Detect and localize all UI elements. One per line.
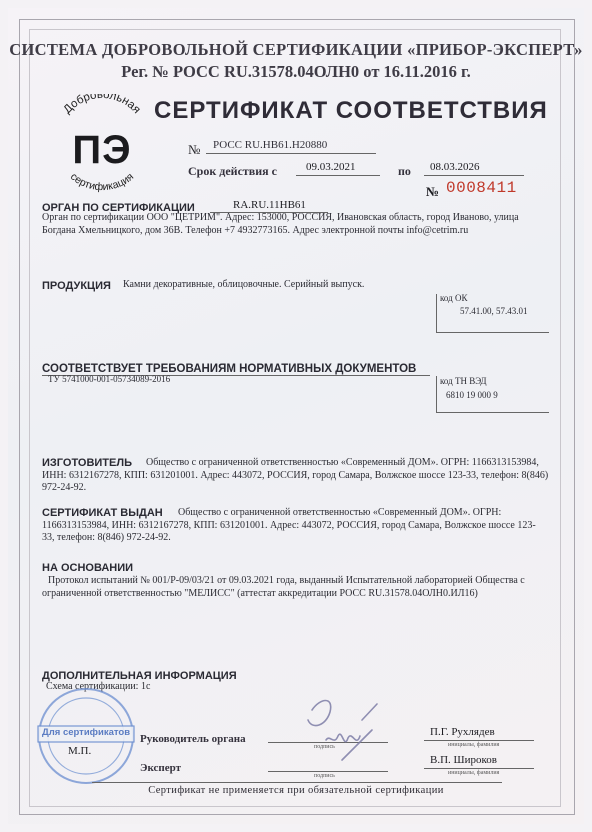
okp-value: 57.41.00, 57.43.01 [460,306,528,316]
product-text: Камни декоративные, облицовочные. Серийный выпуск. [123,279,365,290]
logo-top-word: Добровольная [61,94,143,117]
svg-text:Добровольная [61,94,142,116]
expert-sign-caption: подпись [314,773,335,779]
expert-label: Эксперт [140,762,182,774]
head-label: Руководитель органа [140,733,246,745]
footer-note: Сертификат не применяется при обязательной сертификации [148,785,444,796]
stamp-band-text: Для сертификатов [41,727,131,738]
cert-number-label: № [188,142,201,157]
expert-name-caption: инициалы, фамилия [448,770,500,776]
organ-code: RA.RU.11НВ61 [233,199,306,211]
conformity-standard: ТУ 5741000-001-05734089-2016 [48,374,171,384]
cert-number-underline [206,153,376,154]
blank-number: 0008411 [446,179,517,197]
system-registration: Рег. № РОСС RU.31578.04ОЛН0 от 16.11.2016 г. [121,62,471,81]
head-name-line [424,740,534,741]
basis-text: Протокол испытаний № 001/Р-09/03/21 от 09.03.2021 года, выданный Испытательной лабораторией Общества с ограниченной ответственностью "МЕЛИСС" (аттестат аккредитации РОСС RU.31578.04ОЛН0.ИЛ16) [42,575,525,599]
validity-to-label: по [398,164,411,178]
valid-to-underline [424,175,524,176]
valid-from: 09.03.2021 [306,161,356,173]
manufacturer-text: Общество с ограниченной ответственностью «Современный ДОМ». ОГРН: 1166313153984, ИНН: 6312167278, КПП: 631201001. Адрес: 443072, РОССИЯ, город Самара, Волжское шоссе 123-33, телефон: 8(846) 972-24-92. [42,457,549,493]
logo-bottom-word: сертификация [67,170,137,194]
tnved-label: код ТН ВЭД [440,376,487,386]
svg-text:сертификация [68,171,136,194]
additional-title: ДОПОЛНИТЕЛЬНАЯ ИНФОРМАЦИЯ [42,670,237,682]
seal-place: М.П. [68,745,92,757]
logo-mark: ПЭ [72,128,132,172]
validity-label: Срок действия с [188,164,277,178]
conformity-title: СООТВЕТСТВУЕТ ТРЕБОВАНИЯМ НОРМАТИВНЫХ ДОКУМЕНТОВ [42,363,417,375]
logo [44,94,160,198]
head-sign-caption: подпись [314,744,335,750]
organ-text: Орган по сертификации ООО "ЦЕТРИМ". Адрес: 153000, РОССИЯ, Ивановская область, город Иваново, улица Богдана Хмельницкого, дом 36В. Телефон +7 4932773165. Адрес электронной почты info@cetrim.ru [42,212,519,236]
valid-to: 08.03.2026 [430,161,480,173]
issued-to-text: Общество с ограниченной ответственностью «Современный ДОМ». ОГРН: 1166313153984, ИНН: 6312167278, КПП: 631201001. Адрес: 443072, РОССИЯ, город Самара, Волжское шоссе 123-33, телефон: 8(846) 972-24-92. [42,507,536,543]
footer-rule [92,782,502,783]
issued-to-title: СЕРТИФИКАТ ВЫДАН [42,507,163,519]
basis-title: НА ОСНОВАНИИ [42,562,134,574]
blank-number-label: № [426,184,440,199]
product-title: ПРОДУКЦИЯ [42,280,111,292]
cert-number: РОСС RU.НВ61.Н20880 [213,139,328,151]
tnved-value: 6810 19 000 9 [446,390,498,400]
document-title: СЕРТИФИКАТ СООТВЕТСТВИЯ [154,97,548,124]
manufacturer-title: ИЗГОТОВИТЕЛЬ [42,457,132,469]
head-name: П.Г. Рухлядев [430,726,495,738]
head-name-caption: инициалы, фамилия [448,742,500,748]
expert-name-line [424,768,534,769]
expert-name: В.П. Широков [430,754,497,766]
system-name: СИСТЕМА ДОБРОВОЛЬНОЙ СЕРТИФИКАЦИИ «ПРИБОР-ЭКСПЕРТ» [9,40,583,59]
valid-from-underline [296,175,380,176]
organ-stamp [36,686,136,786]
organ-title: ОРГАН ПО СЕРТИФИКАЦИИ [42,202,195,214]
okp-label: код ОК [440,293,468,303]
handwritten-signature [282,690,392,780]
scheme-text: Схема сертификации: 1с [46,681,151,692]
